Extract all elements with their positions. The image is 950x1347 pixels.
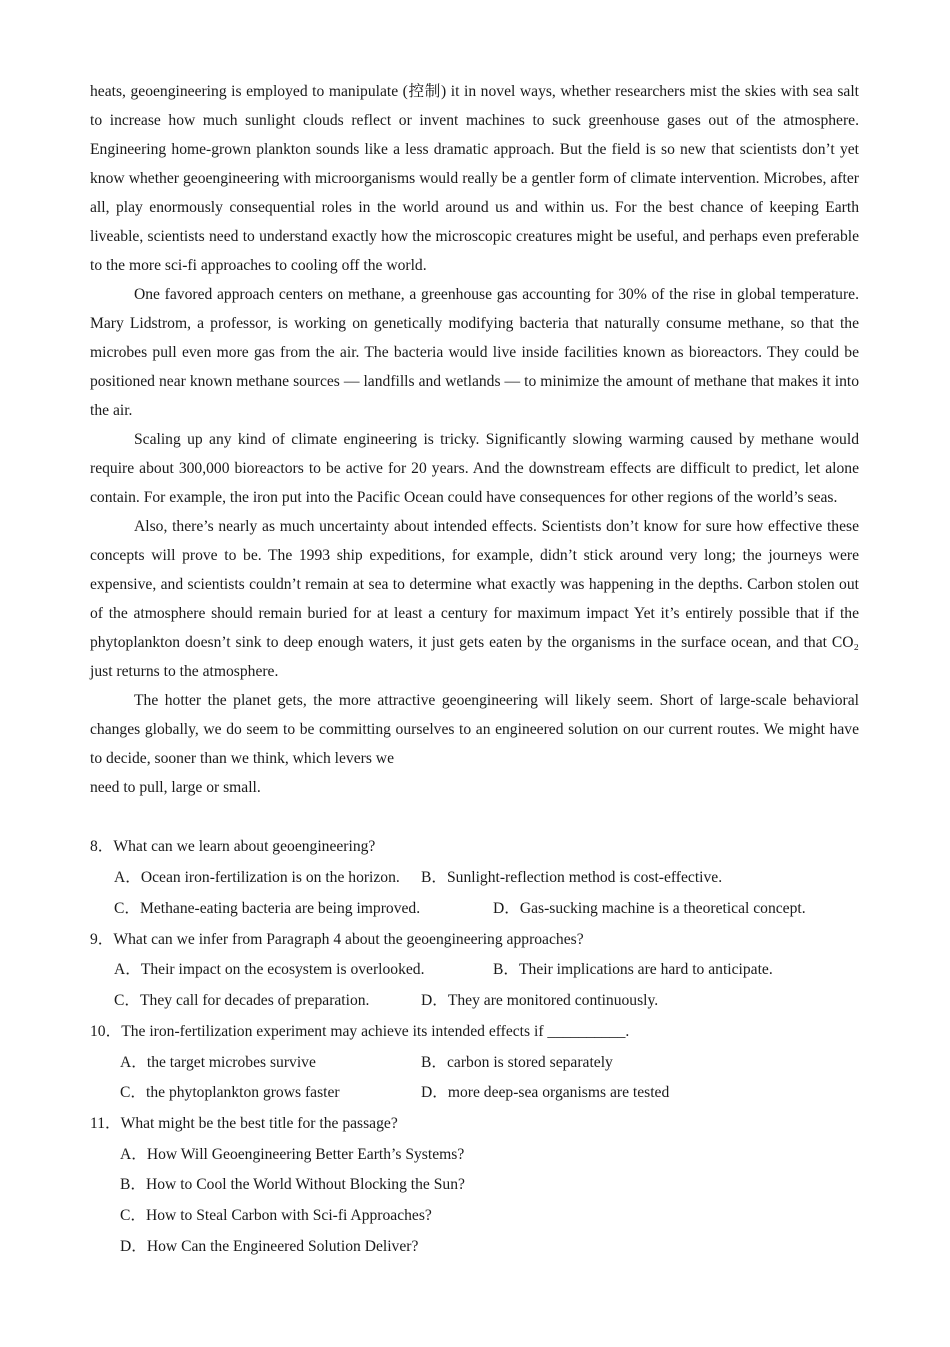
question-10 <box>90 1021 629 1043</box>
option-10-a[interactable] <box>120 1052 316 1074</box>
option-letter: A． <box>120 1054 147 1071</box>
option-11-b[interactable] <box>120 1174 465 1196</box>
option-text: How to Steal Carbon with Sci-fi Approaches? <box>146 1207 432 1224</box>
question-number: 11． <box>90 1115 121 1132</box>
question-number: 8． <box>90 838 114 855</box>
option-text: They are monitored continuously. <box>447 992 659 1009</box>
option-text: They call for decades of preparation. <box>140 992 370 1009</box>
option-letter: D． <box>421 1084 448 1101</box>
option-letter: B． <box>421 1054 447 1071</box>
option-text: Ocean iron-fertilization is on the horizon. <box>140 869 400 886</box>
option-text: How Will Geoengineering Better Earth’s Systems? <box>146 1146 465 1163</box>
option-letter: B． <box>120 1176 146 1193</box>
question-stem: What can we learn about geoengineering? <box>113 838 376 855</box>
question-stem: What might be the best title for the passage? <box>120 1115 398 1132</box>
option-text: more deep-sea organisms are tested <box>447 1084 670 1101</box>
option-8-d[interactable] <box>493 898 806 920</box>
question-11 <box>90 1113 398 1135</box>
passage-paragraph-5-tail: need to pull, large or small. <box>90 779 261 796</box>
option-text: Gas-sucking machine is a theoretical concept. <box>519 900 806 917</box>
option-text: How Can the Engineered Solution Deliver? <box>146 1238 419 1255</box>
passage-paragraph-3: Scaling up any kind of climate engineering is tricky. Significantly slowing warming caused by methane would require about 300,000 bioreactors to be active for 20 years. And the downstream effects are difficult to predict, let alone contain. For example, the iron put into the Pacific Ocean could have consequences for other regions of the world’s seas. <box>90 431 859 506</box>
option-letter: D． <box>120 1238 147 1255</box>
option-letter: D． <box>493 900 520 917</box>
option-9-d[interactable] <box>421 990 658 1012</box>
option-11-d[interactable] <box>120 1236 418 1258</box>
option-letter: D． <box>421 992 448 1009</box>
option-9-a[interactable] <box>114 959 425 981</box>
option-9-b[interactable] <box>493 959 773 981</box>
question-8 <box>90 836 375 858</box>
option-text: the phytoplankton grows faster <box>146 1084 340 1101</box>
option-11-a[interactable] <box>120 1144 464 1166</box>
option-text: Their impact on the ecosystem is overlooked. <box>140 961 425 978</box>
option-text: carbon is stored separately <box>447 1054 613 1071</box>
passage-paragraph-5: The hotter the planet gets, the more attractive geoengineering will likely seem. Short of large-scale behavioral changes globally, we do seem to be committing ourselves to an engineered solution on our current routes. We might have to decide, sooner than we think, which levers we <box>90 692 859 767</box>
passage-paragraph-1: heats, geoengineering is employed to manipulate (控制) it in novel ways, whether researchers mist the skies with sea salt to increase how much sunlight clouds reflect or invent machines to suck greenhouse gases out of the atmosphere. Engineering home-grown plankton sounds like a less dramatic approach. But the field is so new that scientists don’t yet know whether geoengineering with microorganisms would really be a gentler form of climate intervention. Microbes, after all, play enormously consequential roles in the world around us and within us. For the best chance of keeping Earth liveable, scientists need to understand exactly how the microscopic creatures might be useful, and perhaps even preferable to the more sci-fi approaches to cooling off the world. <box>90 83 859 274</box>
option-letter: A． <box>114 869 141 886</box>
option-letter: A． <box>114 961 141 978</box>
option-text: Methane-eating bacteria are being improved. <box>140 900 421 917</box>
option-letter: C． <box>120 1207 146 1224</box>
reading-passage <box>90 77 859 802</box>
option-11-c[interactable] <box>120 1205 432 1227</box>
question-stem: What can we infer from Paragraph 4 about the geoengineering approaches? <box>113 931 584 948</box>
option-10-b[interactable] <box>421 1052 613 1074</box>
option-text: the target microbes survive <box>146 1054 316 1071</box>
option-letter: C． <box>120 1084 146 1101</box>
question-number: 10． <box>90 1023 122 1040</box>
option-text: Sunlight-reflection method is cost-effective. <box>447 869 723 886</box>
option-letter: B． <box>421 869 447 886</box>
option-letter: C． <box>114 900 140 917</box>
question-number: 9． <box>90 931 114 948</box>
option-text: How to Cool the World Without Blocking the Sun? <box>146 1176 465 1193</box>
option-8-b[interactable] <box>421 867 722 889</box>
question-9 <box>90 929 584 951</box>
option-8-c[interactable] <box>114 898 420 920</box>
option-letter: B． <box>493 961 519 978</box>
passage-paragraph-4: Also, there’s nearly as much uncertainty about intended effects. Scientists don’t know for sure how effective these concepts will prove to be. The 1993 ship expeditions, for example, didn’t stick around very long; the journeys were expensive, and scientists couldn’t remain at sea to determine what exactly was happening in the depths. Carbon stolen out of the atmosphere should remain buried for at least a century for maximum impact Yet it’s entirely possible that if the phytoplankton doesn’t sink to deep enough waters, it just gets eaten by the organisms in the surface ocean, and that CO₂ just returns to the atmosphere. <box>90 518 859 680</box>
passage-paragraph-2: One favored approach centers on methane, a greenhouse gas accounting for 30% of the rise in global temperature. Mary Lidstrom, a professor, is working on genetically modifying bacteria that naturally consume methane, so that the microbes pull even more gas from the air. The bacteria would live inside facilities known as bioreactors. They could be positioned near known methane sources — landfills and wetlands — to minimize the amount of methane that makes it into the air. <box>90 286 859 419</box>
option-letter: C． <box>114 992 140 1009</box>
option-9-c[interactable] <box>114 990 369 1012</box>
option-8-a[interactable] <box>114 867 400 889</box>
option-10-d[interactable] <box>421 1082 669 1104</box>
option-letter: A． <box>120 1146 147 1163</box>
question-stem: The iron-fertilization experiment may achieve its intended effects if __________. <box>121 1023 630 1040</box>
option-10-c[interactable] <box>120 1082 340 1104</box>
option-text: Their implications are hard to anticipate. <box>519 961 773 978</box>
